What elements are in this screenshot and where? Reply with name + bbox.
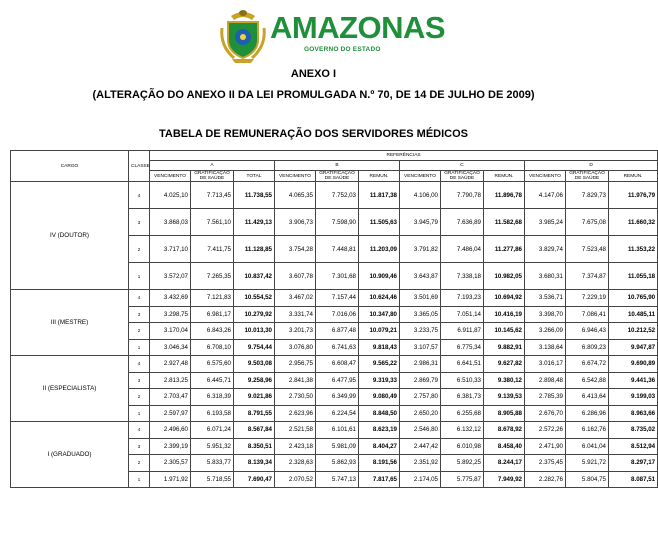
total-cell: 11.277,86 — [484, 236, 525, 263]
total-cell: 9.199,03 — [609, 389, 658, 406]
value-cell: 2.423,18 — [275, 438, 316, 455]
value-cell: 5.804,75 — [566, 471, 609, 488]
value-cell: 2.676,70 — [525, 405, 566, 422]
classe-cell: 3 — [129, 372, 150, 389]
value-cell: 7.157,44 — [316, 290, 359, 307]
value-cell: 3.536,71 — [525, 290, 566, 307]
cargo-cell: III (MESTRE) — [11, 290, 129, 356]
value-cell: 7.561,10 — [191, 209, 234, 236]
value-cell: 7.411,75 — [191, 236, 234, 263]
value-cell: 2.623,96 — [275, 405, 316, 422]
value-cell: 6.255,68 — [441, 405, 484, 422]
value-cell: 3.016,17 — [525, 356, 566, 373]
table-body — [11, 182, 658, 488]
value-cell: 7.790,78 — [441, 182, 484, 209]
value-cell: 3.432,69 — [150, 290, 191, 307]
value-cell: 6.445,71 — [191, 372, 234, 389]
value-cell: 2.070,52 — [275, 471, 316, 488]
value-cell: 3.643,87 — [400, 263, 441, 290]
value-cell: 7.338,18 — [441, 263, 484, 290]
value-cell: 2.174,05 — [400, 471, 441, 488]
value-cell: 2.471,90 — [525, 438, 566, 455]
value-cell: 3.233,75 — [400, 323, 441, 340]
sub-c-gratificacao: GRATIFICAÇÃO DE SAÚDE — [441, 171, 484, 182]
value-cell: 7.752,03 — [316, 182, 359, 209]
value-cell: 5.981,09 — [316, 438, 359, 455]
ref-b: B — [275, 161, 400, 171]
value-cell: 7.636,89 — [441, 209, 484, 236]
value-cell: 2.496,60 — [150, 422, 191, 439]
total-cell: 10.485,11 — [609, 306, 658, 323]
value-cell: 3.717,10 — [150, 236, 191, 263]
ref-a: A — [150, 161, 275, 171]
total-cell: 10.212,52 — [609, 323, 658, 340]
total-cell: 11.660,32 — [609, 209, 658, 236]
total-cell: 8.567,84 — [234, 422, 275, 439]
total-cell: 10.837,42 — [234, 263, 275, 290]
value-cell: 2.841,38 — [275, 372, 316, 389]
value-cell: 2.730,50 — [275, 389, 316, 406]
total-cell: 10.554,52 — [234, 290, 275, 307]
remuneration-table — [10, 150, 658, 488]
annex-subtitle: (ALTERAÇÃO DO ANEXO II DA LEI PROMULGADA N.º 70, DE 14 DE JULHO DE 2009) — [92, 89, 535, 101]
value-cell: 4.147,06 — [525, 182, 566, 209]
value-cell: 6.132,12 — [441, 422, 484, 439]
value-cell: 7.598,90 — [316, 209, 359, 236]
value-cell: 3.607,78 — [275, 263, 316, 290]
total-cell: 10.624,46 — [359, 290, 400, 307]
ref-d: D — [525, 161, 658, 171]
total-cell: 8.791,55 — [234, 405, 275, 422]
total-cell: 8.404,27 — [359, 438, 400, 455]
value-cell: 2.546,80 — [400, 422, 441, 439]
total-cell: 8.244,17 — [484, 455, 525, 472]
total-cell: 10.079,21 — [359, 323, 400, 340]
value-cell: 6.809,23 — [566, 339, 609, 356]
value-cell: 3.076,80 — [275, 339, 316, 356]
value-cell: 2.813,25 — [150, 372, 191, 389]
value-cell: 2.521,58 — [275, 422, 316, 439]
value-cell: 3.107,57 — [400, 339, 441, 356]
classe-cell: 4 — [129, 182, 150, 209]
value-cell: 1.971,92 — [150, 471, 191, 488]
value-cell: 2.328,63 — [275, 455, 316, 472]
value-cell: 2.351,92 — [400, 455, 441, 472]
value-cell: 6.224,54 — [316, 405, 359, 422]
total-cell: 8.905,88 — [484, 405, 525, 422]
logo-wordmark: AMAZONAS — [270, 10, 446, 45]
value-cell: 6.674,72 — [566, 356, 609, 373]
cargo-cell: II (ESPECIALISTA) — [11, 356, 129, 422]
total-cell: 9.258,96 — [234, 372, 275, 389]
value-cell: 6.877,48 — [316, 323, 359, 340]
total-cell: 8.139,34 — [234, 455, 275, 472]
value-cell: 4.025,10 — [150, 182, 191, 209]
value-cell: 3.467,02 — [275, 290, 316, 307]
classe-cell: 1 — [129, 405, 150, 422]
value-cell: 6.843,26 — [191, 323, 234, 340]
total-cell: 9.565,22 — [359, 356, 400, 373]
value-cell: 3.331,74 — [275, 306, 316, 323]
value-cell: 5.862,93 — [316, 455, 359, 472]
sub-b-vencimento: VENCIMENTO — [275, 171, 316, 182]
value-cell: 6.286,96 — [566, 405, 609, 422]
value-cell: 2.869,79 — [400, 372, 441, 389]
sub-c-remun: REMUN. — [484, 171, 525, 182]
total-cell: 8.678,92 — [484, 422, 525, 439]
classe-cell: 4 — [129, 290, 150, 307]
value-cell: 3.754,28 — [275, 236, 316, 263]
value-cell: 3.945,79 — [400, 209, 441, 236]
value-cell: 6.981,17 — [191, 306, 234, 323]
total-cell: 8.963,66 — [609, 405, 658, 422]
col-classe: CLASSE — [129, 151, 150, 182]
value-cell: 2.305,57 — [150, 455, 191, 472]
classe-cell: 3 — [129, 438, 150, 455]
total-cell: 9.503,08 — [234, 356, 275, 373]
amazonas-logo — [218, 6, 446, 64]
total-cell: 9.882,91 — [484, 339, 525, 356]
total-cell: 8.512,94 — [609, 438, 658, 455]
value-cell: 2.956,75 — [275, 356, 316, 373]
value-cell: 2.986,31 — [400, 356, 441, 373]
value-cell: 3.829,74 — [525, 236, 566, 263]
value-cell: 2.572,26 — [525, 422, 566, 439]
sub-b-gratificacao: GRATIFICAÇÃO DE SAÚDE — [316, 171, 359, 182]
value-cell: 5.747,13 — [316, 471, 359, 488]
classe-cell: 1 — [129, 471, 150, 488]
header-row-referencias — [11, 151, 658, 161]
classe-cell: 2 — [129, 455, 150, 472]
total-cell: 11.429,13 — [234, 209, 275, 236]
value-cell: 3.868,03 — [150, 209, 191, 236]
classe-cell: 2 — [129, 323, 150, 340]
value-cell: 6.775,34 — [441, 339, 484, 356]
value-cell: 7.713,45 — [191, 182, 234, 209]
table-row — [11, 356, 658, 373]
value-cell: 5.718,55 — [191, 471, 234, 488]
total-cell: 11.055,18 — [609, 263, 658, 290]
total-cell: 8.735,02 — [609, 422, 658, 439]
value-cell: 7.301,68 — [316, 263, 359, 290]
sub-d-remun: REMUN. — [609, 171, 658, 182]
total-cell: 8.350,51 — [234, 438, 275, 455]
table-row — [11, 182, 658, 209]
value-cell: 7.374,87 — [566, 263, 609, 290]
total-cell: 10.909,46 — [359, 263, 400, 290]
value-cell: 7.523,48 — [566, 236, 609, 263]
value-cell: 6.708,10 — [191, 339, 234, 356]
value-cell: 7.193,23 — [441, 290, 484, 307]
total-cell: 10.694,92 — [484, 290, 525, 307]
value-cell: 6.741,63 — [316, 339, 359, 356]
coat-of-arms-icon — [218, 6, 268, 64]
total-cell: 8.623,19 — [359, 422, 400, 439]
value-cell: 5.892,25 — [441, 455, 484, 472]
total-cell: 7.690,47 — [234, 471, 275, 488]
value-cell: 6.946,43 — [566, 323, 609, 340]
total-cell: 9.021,86 — [234, 389, 275, 406]
total-cell: 11.353,22 — [609, 236, 658, 263]
total-cell: 8.848,50 — [359, 405, 400, 422]
value-cell: 2.650,20 — [400, 405, 441, 422]
total-cell: 10.145,62 — [484, 323, 525, 340]
value-cell: 2.375,45 — [525, 455, 566, 472]
value-cell: 2.282,76 — [525, 471, 566, 488]
value-cell: 6.193,58 — [191, 405, 234, 422]
total-cell: 11.505,63 — [359, 209, 400, 236]
table-row — [11, 422, 658, 439]
value-cell: 3.985,24 — [525, 209, 566, 236]
value-cell: 6.101,61 — [316, 422, 359, 439]
value-cell: 7.265,35 — [191, 263, 234, 290]
value-cell: 6.510,33 — [441, 372, 484, 389]
sub-a-total: TOTAL — [234, 171, 275, 182]
total-cell: 9.441,36 — [609, 372, 658, 389]
total-cell: 11.128,85 — [234, 236, 275, 263]
annex-title: ANEXO I — [290, 68, 337, 80]
table-row — [11, 290, 658, 307]
value-cell: 7.829,73 — [566, 182, 609, 209]
value-cell: 6.608,47 — [316, 356, 359, 373]
value-cell: 3.680,31 — [525, 263, 566, 290]
value-cell: 6.542,88 — [566, 372, 609, 389]
total-cell: 9.139,53 — [484, 389, 525, 406]
total-cell: 10.013,30 — [234, 323, 275, 340]
value-cell: 3.572,07 — [150, 263, 191, 290]
value-cell: 6.575,60 — [191, 356, 234, 373]
value-cell: 4.106,00 — [400, 182, 441, 209]
value-cell: 6.010,98 — [441, 438, 484, 455]
classe-cell: 4 — [129, 422, 150, 439]
total-cell: 11.817,38 — [359, 182, 400, 209]
value-cell: 3.501,69 — [400, 290, 441, 307]
value-cell: 6.413,64 — [566, 389, 609, 406]
sub-a-gratificacao: GRATIFICAÇÃO DE SAÚDE — [191, 171, 234, 182]
total-cell: 8.191,56 — [359, 455, 400, 472]
classe-cell: 4 — [129, 356, 150, 373]
value-cell: 7.229,19 — [566, 290, 609, 307]
value-cell: 7.448,81 — [316, 236, 359, 263]
value-cell: 5.951,32 — [191, 438, 234, 455]
total-cell: 8.297,17 — [609, 455, 658, 472]
value-cell: 2.757,80 — [400, 389, 441, 406]
classe-cell: 2 — [129, 236, 150, 263]
value-cell: 2.399,19 — [150, 438, 191, 455]
total-cell: 9.380,12 — [484, 372, 525, 389]
total-cell: 8.087,51 — [609, 471, 658, 488]
total-cell: 11.976,79 — [609, 182, 658, 209]
sub-c-vencimento: VENCIMENTO — [400, 171, 441, 182]
total-cell: 7.817,65 — [359, 471, 400, 488]
total-cell: 10.279,92 — [234, 306, 275, 323]
col-cargo: CARGO — [11, 151, 129, 182]
total-cell: 11.582,68 — [484, 209, 525, 236]
value-cell: 3.201,73 — [275, 323, 316, 340]
total-cell: 10.347,80 — [359, 306, 400, 323]
value-cell: 7.051,14 — [441, 306, 484, 323]
value-cell: 3.298,75 — [150, 306, 191, 323]
value-cell: 6.477,95 — [316, 372, 359, 389]
value-cell: 2.785,39 — [525, 389, 566, 406]
value-cell: 6.641,51 — [441, 356, 484, 373]
total-cell: 10.765,90 — [609, 290, 658, 307]
ref-c: C — [400, 161, 525, 171]
value-cell: 6.911,87 — [441, 323, 484, 340]
total-cell: 9.080,49 — [359, 389, 400, 406]
value-cell: 3.170,04 — [150, 323, 191, 340]
value-cell: 6.318,39 — [191, 389, 234, 406]
value-cell: 6.381,73 — [441, 389, 484, 406]
value-cell: 6.162,76 — [566, 422, 609, 439]
total-cell: 7.949,92 — [484, 471, 525, 488]
sub-d-gratificacao: GRATIFICAÇÃO DE SAÚDE — [566, 171, 609, 182]
sub-b-remun: REMUN. — [359, 171, 400, 182]
value-cell: 7.121,83 — [191, 290, 234, 307]
value-cell: 3.365,05 — [400, 306, 441, 323]
cargo-cell: I (GRADUADO) — [11, 422, 129, 488]
total-cell: 9.947,87 — [609, 339, 658, 356]
value-cell: 2.898,48 — [525, 372, 566, 389]
total-cell: 10.982,05 — [484, 263, 525, 290]
total-cell: 9.818,43 — [359, 339, 400, 356]
value-cell: 7.086,41 — [566, 306, 609, 323]
classe-cell: 1 — [129, 339, 150, 356]
value-cell: 2.927,48 — [150, 356, 191, 373]
classe-cell: 3 — [129, 306, 150, 323]
value-cell: 2.447,42 — [400, 438, 441, 455]
value-cell: 3.138,64 — [525, 339, 566, 356]
value-cell: 3.266,09 — [525, 323, 566, 340]
classe-cell: 1 — [129, 263, 150, 290]
sub-d-vencimento: VENCIMENTO — [525, 171, 566, 182]
total-cell: 9.754,44 — [234, 339, 275, 356]
value-cell: 6.071,24 — [191, 422, 234, 439]
total-cell: 9.319,33 — [359, 372, 400, 389]
value-cell: 7.016,06 — [316, 306, 359, 323]
value-cell: 2.597,97 — [150, 405, 191, 422]
value-cell: 6.349,99 — [316, 389, 359, 406]
value-cell: 3.906,73 — [275, 209, 316, 236]
value-cell: 4.065,35 — [275, 182, 316, 209]
classe-cell: 2 — [129, 389, 150, 406]
value-cell: 3.398,70 — [525, 306, 566, 323]
value-cell: 7.486,04 — [441, 236, 484, 263]
value-cell: 7.675,08 — [566, 209, 609, 236]
value-cell: 6.041,04 — [566, 438, 609, 455]
value-cell: 3.791,82 — [400, 236, 441, 263]
value-cell: 5.833,77 — [191, 455, 234, 472]
total-cell: 11.738,55 — [234, 182, 275, 209]
value-cell: 3.046,34 — [150, 339, 191, 356]
table-title: TABELA DE REMUNERAÇÃO DOS SERVIDORES MÉDICOS — [158, 128, 469, 140]
total-cell: 10.416,19 — [484, 306, 525, 323]
total-cell: 9.627,82 — [484, 356, 525, 373]
total-cell: 11.896,78 — [484, 182, 525, 209]
cargo-cell: IV (DOUTOR) — [11, 182, 129, 290]
sub-a-vencimento: VENCIMENTO — [150, 171, 191, 182]
total-cell: 11.203,09 — [359, 236, 400, 263]
logo-subtitle: GOVERNO DO ESTADO — [304, 46, 381, 53]
total-cell: 9.690,89 — [609, 356, 658, 373]
value-cell: 2.703,47 — [150, 389, 191, 406]
total-cell: 8.458,40 — [484, 438, 525, 455]
classe-cell: 3 — [129, 209, 150, 236]
col-referencias: REFERÊNCIAS — [150, 151, 658, 161]
value-cell: 5.775,87 — [441, 471, 484, 488]
value-cell: 5.921,72 — [566, 455, 609, 472]
